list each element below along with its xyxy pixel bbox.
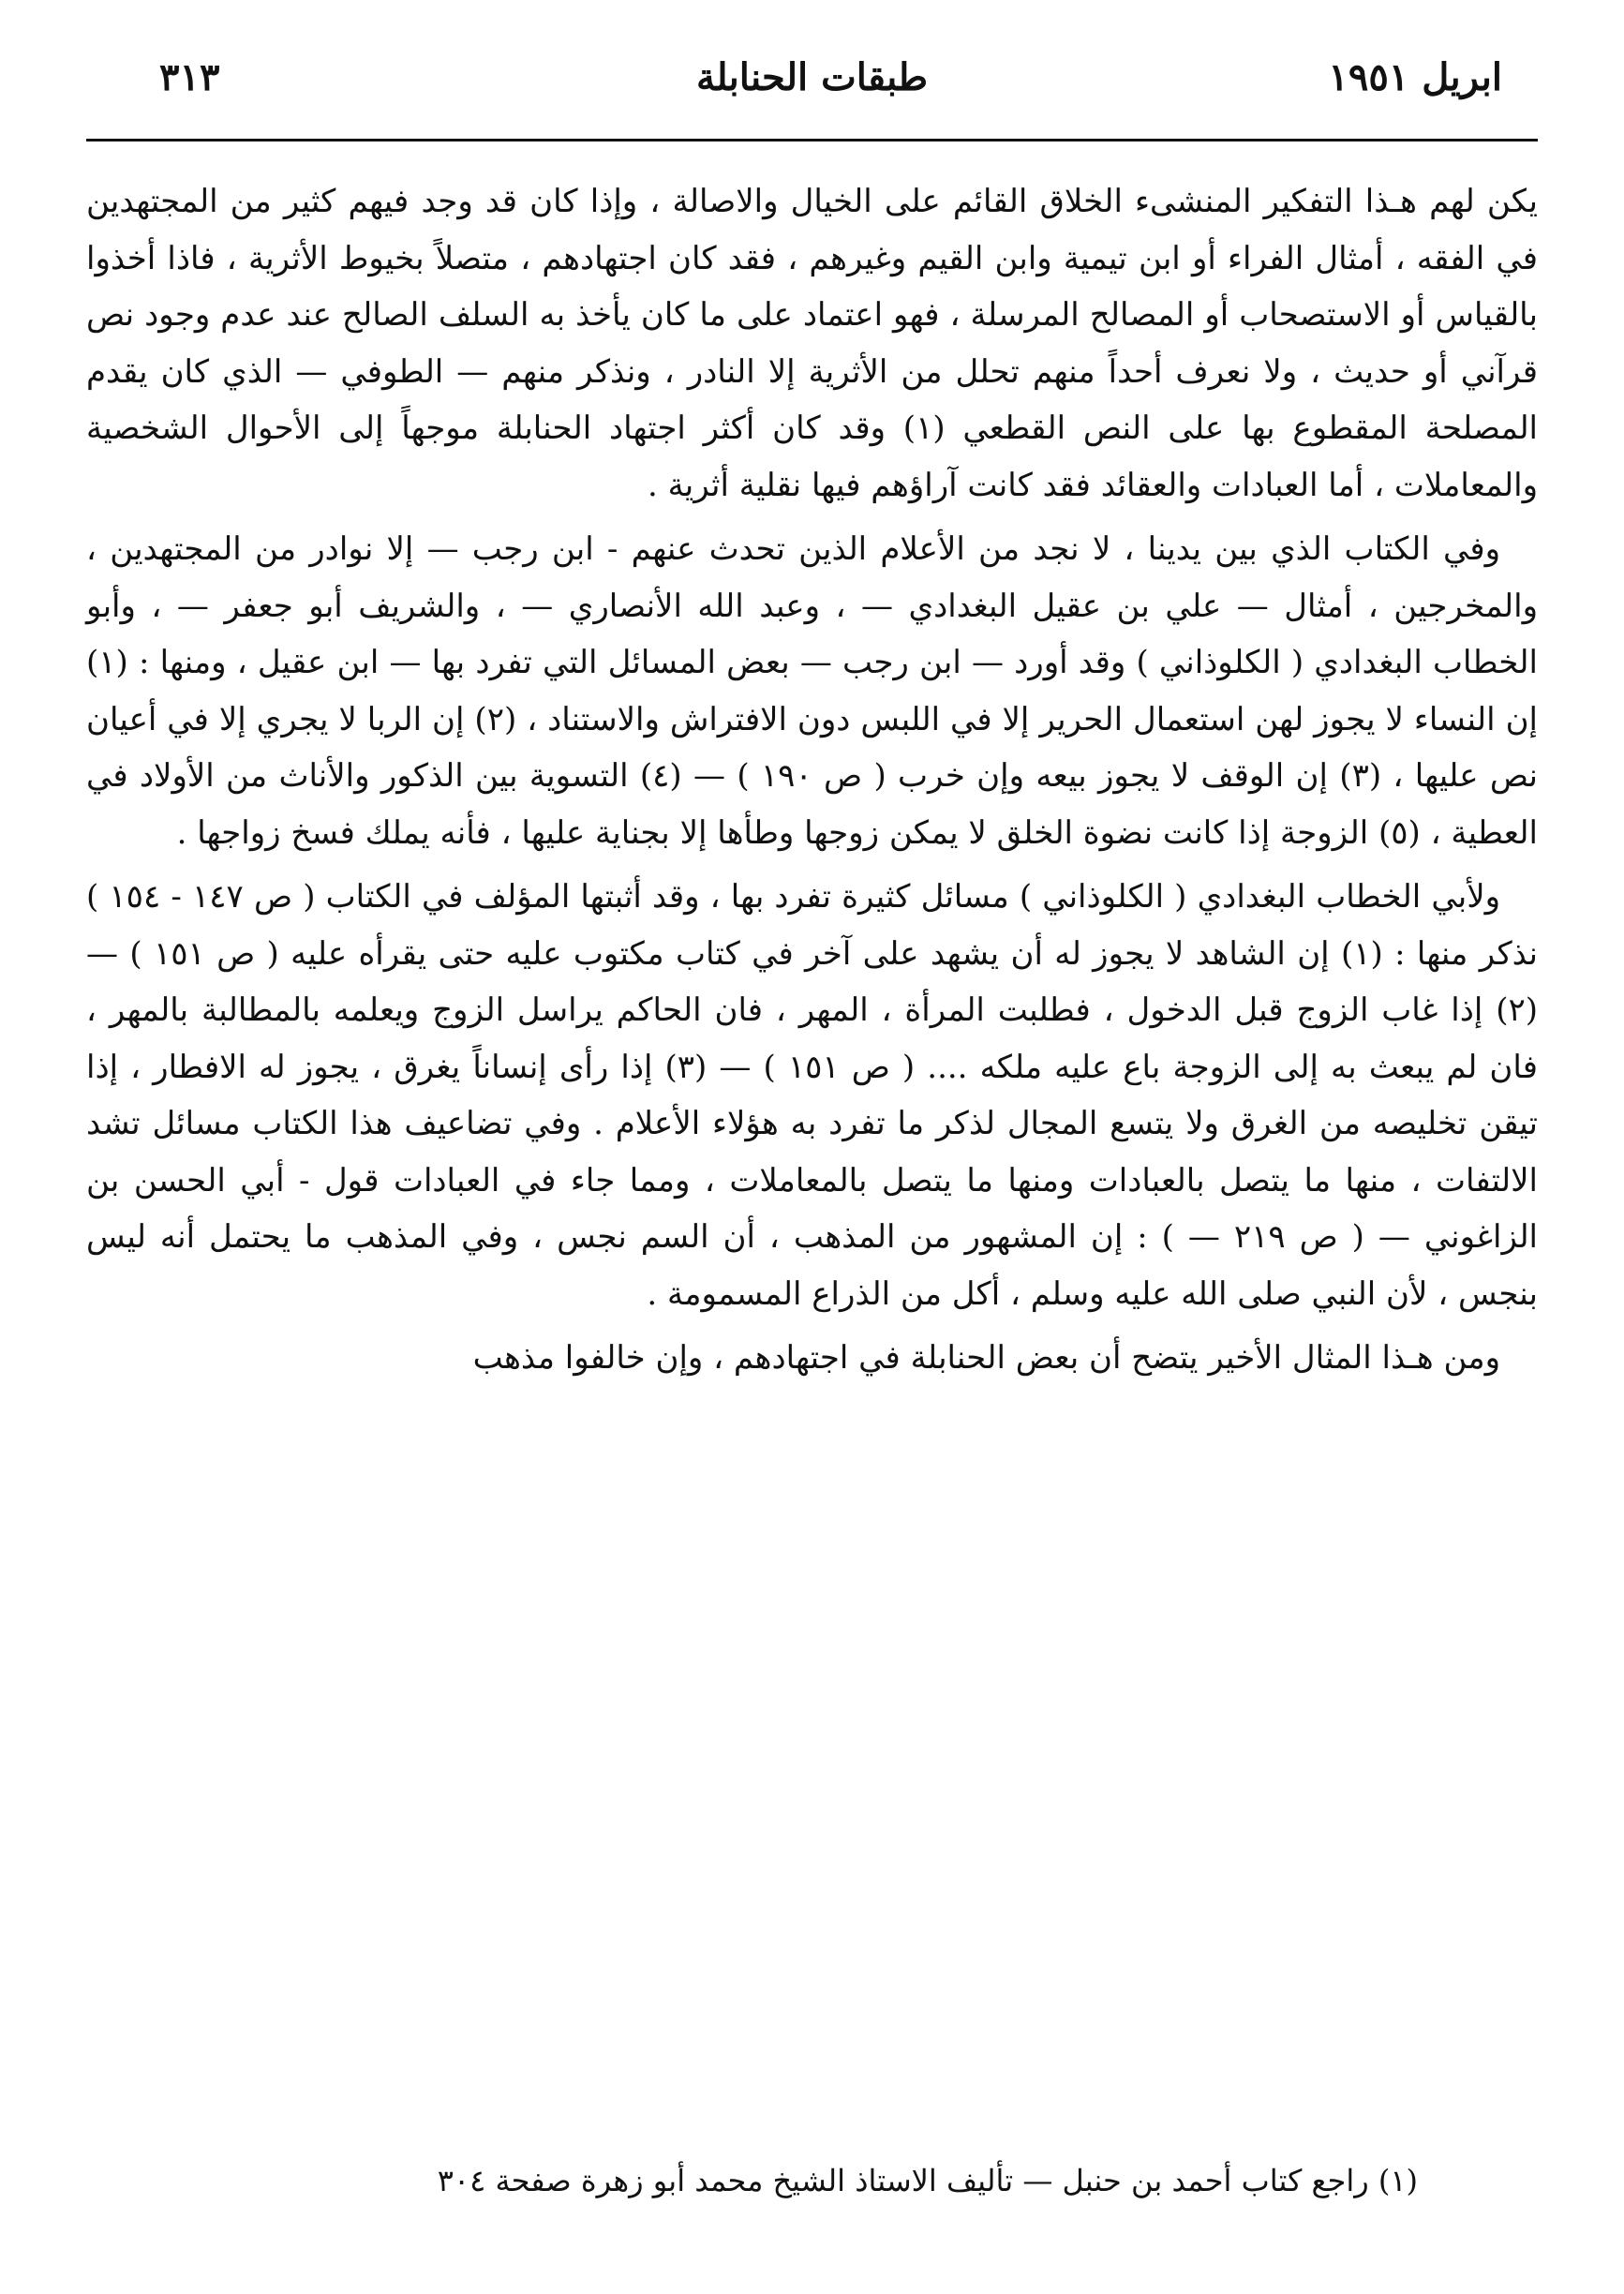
header-title: طبقات الحنابلة xyxy=(695,55,929,99)
header-rule xyxy=(86,139,1538,142)
paragraph-2: وفي الكتاب الذي بين يدينا ، لا نجد من الأعلام الذين تحدث عنهم - ابن رجب — إلا نوادر من المجتهدين ، والمخرجين ، أمثال — علي بن عقيل البغدادي — ، وعبد الله الأنصاري — ، والشريف أبو جعفر — ، وأبو الخطاب البغدادي ( الكلوذاني ) وقد أورد — ابن رجب — بعض المسائل التي تفرد بها — ابن عقيل ، ومنها : (١) إن النساء لا يجوز لهن استعمال الحرير إلا في اللبس دون الافتراش والاستناد ، (٢) إن الربا لا يجري إلا في أعيان نص عليها ، (٣) إن الوقف لا يجوز بيعه وإن خرب ( ص ١٩٠ ) — (٤) التسوية بين الذكور والأناث من الأولاد في العطية ، (٥) الزوجة إذا كانت نضوة الخلق لا يمكن زوجها وطأها إلا بجناية عليها ، فأنه يملك فسخ زواجها . xyxy=(86,530,1538,852)
paragraph-3: ولأبي الخطاب البغدادي ( الكلوذاني ) مسائل كثيرة تفرد بها ، وقد أثبتها المؤلف في الكتاب ( ص ١٤٧ - ١٥٤ ) نذكر منها : (١) إن الشاهد لا يجوز له أن يشهد على آخر في كتاب مكتوب عليه حتى يقرأه عليه ( ص ١٥١ ) — (٢) إذا غاب الزوج قبل الدخول ، فطلبت المرأة ، المهر ، فان الحاكم يراسل الزوج ويعلمه بالمطالبة بالمهر ، فان لم يبعث به إلى الزوجة باع عليه ملكه .... ( ص ١٥١ ) — (٣) إذا رأى إنساناً يغرق ، يجوز له الافطار ، إذا تيقن تخليصه من الغرق ولا يتسع المجال لذكر ما تفرد به هؤلاء الأعلام . وفي تضاعيف هذا الكتاب مسائل تشد الالتفات ، منها ما يتصل بالعبادات ومنها ما يتصل بالمعاملات ، ومما جاء في العبادات قول - أبي الحسن بن الزاغوني — ( ص ٢١٩ — ) : إن المشهور من المذهب ، أن السم نجس ، وفي المذهب ما يحتمل أنه ليس بنجس ، لأن النبي صلى الله عليه وسلم ، أكل من الذراع المسمومة . xyxy=(86,878,1539,1313)
page-number: ٣١٣ xyxy=(159,55,220,99)
footnote: (١) راجع كتاب أحمد بن حنبل — تأليف الاستاذ الشيخ محمد أبو زهرة صفحة ٣٠٤ xyxy=(437,2163,1418,2198)
running-head xyxy=(122,45,1502,111)
paragraph-1: يكن لهم هـذا التفكير المنشىء الخلاق القائم على الخيال والاصالة ، وإذا كان قد وجد فيهم كثير من المجتهدين في الفقه ، أمثال الفراء أو ابن تيمية وابن القيم وغيرهم ، فقد كان اجتهادهم ، متصلاً بخيوط الأثرية ، فاذا أخذوا بالقياس أو الاستصحاب أو المصالح المرسلة ، فهو اعتماد على ما كان يأخذ به السلف الصالح عند عدم وجود نص قرآني أو حديث ، ولا نعرف أحداً منهم تحلل من الأثرية إلا النادر ، ونذكر منهم — الطوفي — الذي كان يقدم المصلحة المقطوع بها على النص القطعي (١) وقد كان أكثر اجتهاد الحنابلة موجهاً إلى الأحوال الشخصية والمعاملات ، أما العبادات والعقائد فقد كانت آراؤهم فيها نقلية أثرية . xyxy=(86,183,1538,504)
body-text xyxy=(86,173,1538,1387)
paragraph-4: ومن هـذا المثال الأخير يتضح أن بعض الحنابلة في اجتهادهم ، وإن خالفوا مذهب xyxy=(472,1339,1500,1377)
header-date: ابريل ١٩٥١ xyxy=(1328,55,1502,99)
